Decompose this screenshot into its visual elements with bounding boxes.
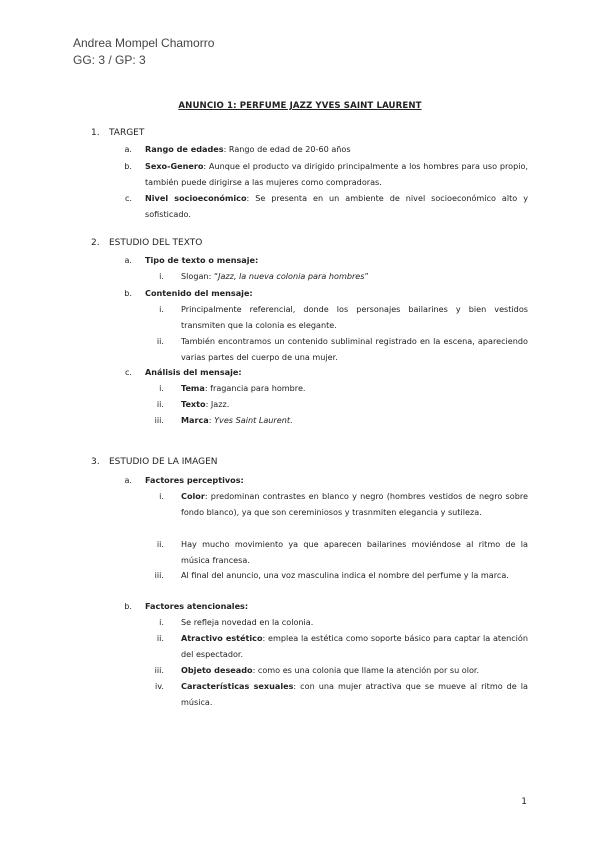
list-marker: a.: [124, 255, 132, 265]
list-text: Atractivo estético: emplea la estética como soporte básico para captar la atención del espectador.: [181, 633, 528, 659]
list-marker: a.: [124, 475, 132, 485]
list-text: Al final del anuncio, una voz masculina indica el nombre del perfume y la marca.: [181, 570, 509, 580]
list-text: Rango de edades: Rango de edad de 20-60 años: [145, 144, 351, 154]
list-marker: iii.: [154, 415, 164, 425]
section-heading: TARGET: [109, 128, 145, 138]
list-marker: iv.: [155, 681, 164, 691]
list-marker: c.: [124, 367, 132, 377]
list-marker: ii.: [156, 539, 164, 549]
list-text: Objeto deseado: como es una colonia que llame la atención por su olor.: [181, 665, 480, 675]
section-heading: ESTUDIO DEL TEXTO: [109, 238, 203, 248]
list-text: Nivel socioeconómico: Se presenta en un ambiente de nivel socioeconómico alto y sofisticado.: [145, 193, 528, 219]
list-text: Tema: fragancia para hombre.: [181, 383, 306, 393]
list-text: También encontramos un contenido subliminal registrado en la escena, apareciendo varias partes del cuerpo de una mujer.: [181, 336, 528, 362]
list-text: Contenido del mensaje:: [145, 288, 253, 298]
list-marker: b.: [124, 601, 132, 611]
list-text: Tipo de texto o mensaje:: [145, 255, 259, 265]
list-marker: ii.: [156, 633, 164, 643]
list-marker: i.: [159, 304, 164, 314]
list-text: Color: predominan contrastes en blanco y negro (hombres vestidos de negro sobre fondo blanco), ya que son cereminiosos y trasnmiten elegancia y sutileza.: [181, 491, 528, 517]
list-text: Hay mucho movimiento ya que aparecen bailarines moviéndose al ritmo de la música francesa.: [181, 539, 528, 565]
section-number: 3.: [91, 457, 100, 467]
list-marker: b.: [124, 288, 132, 298]
list-marker: iii.: [154, 570, 164, 580]
list-marker: a.: [124, 144, 132, 154]
list-text: Factores atencionales:: [145, 601, 249, 611]
list-marker: i.: [159, 383, 164, 393]
section-number: 2.: [91, 238, 100, 248]
list-text: Marca: Yves Saint Laurent.: [181, 415, 293, 425]
list-marker: ii.: [156, 399, 164, 409]
list-marker: i.: [159, 617, 164, 627]
group-info: GG: 3 / GP: 3: [73, 53, 146, 67]
document-title: ANUNCIO 1: PERFUME JAZZ YVES SAINT LAURENT: [178, 101, 422, 111]
page-number: 1: [521, 797, 527, 807]
list-marker: ii.: [156, 336, 164, 346]
author-name: Andrea Mompel Chamorro: [73, 36, 215, 50]
list-text: Texto: Jazz.: [181, 399, 230, 409]
list-text: Factores perceptivos:: [145, 475, 244, 485]
section-heading: ESTUDIO DE LA IMAGEN: [109, 457, 218, 467]
list-marker: iii.: [154, 665, 164, 675]
list-marker: i.: [159, 271, 164, 281]
list-text: Se refleja novedad en la colonia.: [181, 617, 314, 627]
list-text: Sexo-Genero: Aunque el producto va dirigido principalmente a los hombres para uso propio, también puede dirigirse a las mujeres como compradoras.: [145, 161, 528, 187]
list-text: Slogan: “Jazz, la nueva colonia para hombres”: [181, 271, 369, 281]
list-text: Características sexuales: con una mujer atractiva que se mueve al ritmo de la música.: [181, 681, 529, 707]
list-text: Análisis del mensaje:: [145, 367, 242, 377]
list-text: Principalmente referencial, donde los personajes bailarines y bien vestidos transmiten que la colonia es elegante.: [181, 304, 528, 330]
list-marker: i.: [159, 491, 164, 501]
list-marker: b.: [124, 161, 132, 171]
section-number: 1.: [91, 128, 100, 138]
list-marker: c.: [124, 193, 132, 203]
